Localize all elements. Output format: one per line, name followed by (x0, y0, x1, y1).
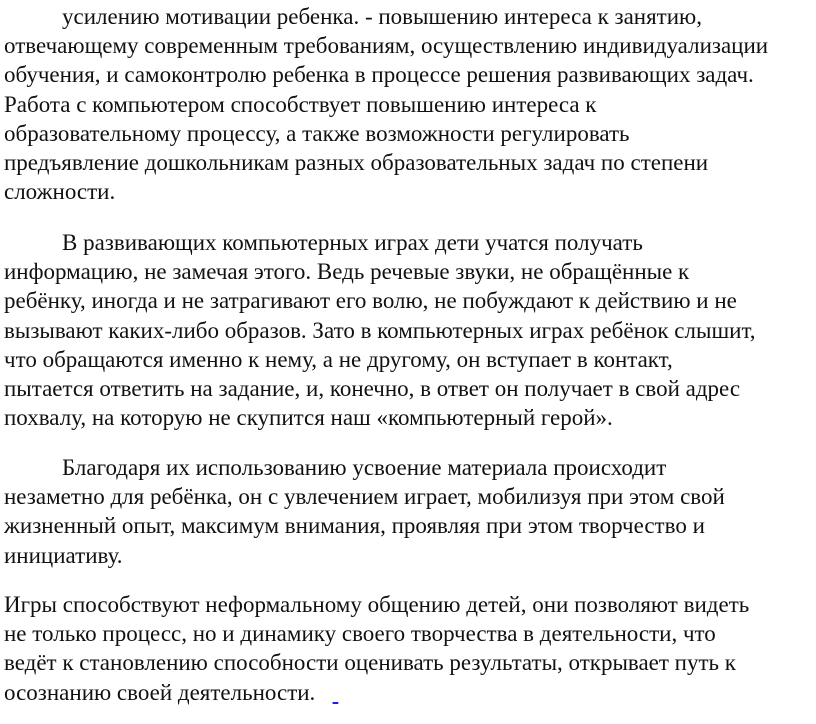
hyperlink-underscore[interactable] (333, 678, 345, 707)
paragraph-2 (4, 228, 812, 432)
paragraph-1 (4, 2, 812, 206)
text-line: не только процесс, но и динамику своего творчества в деятельности, что (4, 621, 716, 647)
text-line: похвалу, на которую не скупится наш «компьютерный герой». (4, 405, 613, 431)
text-line: обучения, и самоконтролю ребенка в процессе решения развивающих задач. (4, 62, 754, 88)
text-line: образовательному процессу, а также возможности регулировать (4, 120, 630, 146)
text-line: вызывают каких-либо образов. Зато в компьютерных играх ребёнок слышит, (4, 317, 756, 343)
text-line: ребёнку, иногда и не затрагивают его волю, не побуждают к действию и не (4, 288, 737, 314)
text-line: усилению мотивации ребенка. - повышению интереса к занятию, (62, 4, 702, 29)
text-line-content: осознанию своей деятельности. (4, 679, 316, 705)
text-line: Благодаря их использованию усвоение материала происходит (62, 455, 667, 480)
text-line: В развивающих компьютерных играх дети учатся получать (62, 230, 643, 255)
text-line: незаметно для ребёнка, он с увлечением играет, мобилизуя при этом свой (4, 484, 725, 510)
text-line: сложности. (4, 179, 116, 205)
text-line: жизненный опыт, максимум внимания, проявляя при этом творчество и (4, 513, 705, 539)
text-line: отвечающему современным требованиям, осуществлению индивидуализации (4, 33, 769, 59)
text-line: информацию, не замечая этого. Ведь речевые звуки, не обращённые к (4, 259, 690, 285)
paragraph-3 (4, 453, 812, 570)
text-line: предъявление дошкольникам разных образовательных задач по степени (4, 150, 709, 176)
text-line: Игры способствуют неформальному общению детей, они позволяют видеть (4, 592, 750, 617)
text-line: что обращаются именно к нему, а не другому, он вступает в контакт, (4, 346, 673, 372)
text-line: Работа с компьютером способствует повышению интереса к (4, 91, 597, 117)
text-line: пытается ответить на задание, и, конечно, в ответ он получает в свой адрес (4, 376, 741, 402)
last-line (4, 678, 812, 707)
text-line: инициативу. (4, 542, 123, 568)
paragraph-4 (4, 590, 812, 707)
text-line: ведёт к становлению способности оценивать результаты, открывает путь к (4, 650, 736, 676)
